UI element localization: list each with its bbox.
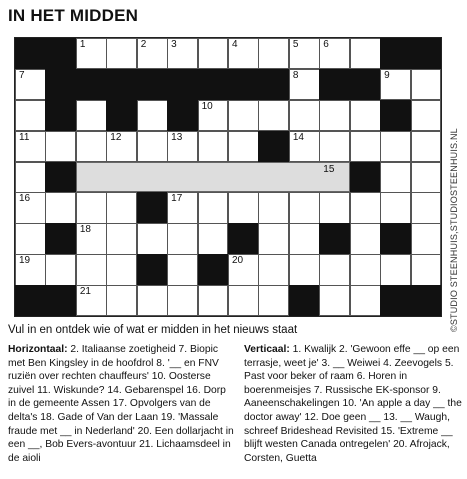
horizontal-clues <box>8 343 234 465</box>
black-square <box>198 69 229 100</box>
black-square <box>106 100 137 131</box>
black-square <box>228 223 259 254</box>
grid-cell[interactable] <box>380 131 411 162</box>
grid-cell[interactable] <box>289 38 320 69</box>
grid-cell[interactable] <box>106 38 137 69</box>
grid-cell[interactable] <box>45 192 76 223</box>
grid-cell[interactable] <box>198 285 229 316</box>
black-square <box>319 69 350 100</box>
grid-cell[interactable] <box>258 38 289 69</box>
cell-number: 17 <box>171 193 183 205</box>
grid-cell[interactable] <box>15 100 46 131</box>
grid-cell[interactable] <box>319 192 350 223</box>
black-square <box>45 69 76 100</box>
black-square <box>289 285 320 316</box>
cell-number: 16 <box>19 193 31 205</box>
grid-cell[interactable] <box>228 100 259 131</box>
grid-cell[interactable] <box>137 223 168 254</box>
grid-cell[interactable] <box>167 192 198 223</box>
grid-cell[interactable] <box>15 254 46 285</box>
black-square <box>106 69 137 100</box>
cell-number: 10 <box>201 100 213 112</box>
cell-number: 7 <box>19 69 25 81</box>
grid-cell[interactable] <box>258 223 289 254</box>
grid-cell[interactable] <box>167 131 198 162</box>
grid-cell[interactable] <box>76 100 107 131</box>
grid-cell[interactable] <box>15 192 46 223</box>
horizontal-heading: Horizontaal: <box>8 344 68 355</box>
cell-number: 20 <box>232 255 244 267</box>
black-square <box>319 223 350 254</box>
grid-cell[interactable] <box>228 131 259 162</box>
black-square <box>350 69 381 100</box>
black-square <box>167 69 198 100</box>
black-square <box>198 254 229 285</box>
horizontal-clue-text: 2. Italiaanse zoetigheid 7. Biopic met Ben Kingsley in de hoofdrol 8. '__ en FNV ruziën over rechten chauffeurs' 10. Oosterse zuivel 11. Wiskunde? 14. Gebarenspel 16. Dorp in de gemeente Assen 17. Opvolgers van de delta's 18. Gade of Van der Laan 19. 'Massale fraude met __ in Nederland' 20. Een dollarjacht in een __, Bob Evers-avontuur 21. Lichaamsdeel in de aioli <box>8 344 234 464</box>
grid-cell[interactable] <box>76 254 107 285</box>
black-square <box>137 192 168 223</box>
grid-cell[interactable] <box>258 192 289 223</box>
puzzle-title: IN HET MIDDEN <box>8 6 139 25</box>
grid-cell[interactable] <box>350 254 381 285</box>
grid-cell[interactable] <box>289 131 320 162</box>
middle-answer-band[interactable] <box>76 162 350 193</box>
grid-cell[interactable] <box>228 254 259 285</box>
grid-cell[interactable] <box>350 285 381 316</box>
vertical-heading: Verticaal: <box>244 344 290 355</box>
grid-cell[interactable] <box>15 162 46 193</box>
cell-number: 5 <box>292 39 299 50</box>
grid-cell[interactable] <box>380 162 411 193</box>
grid-cell[interactable] <box>137 131 168 162</box>
grid-cell[interactable] <box>350 100 381 131</box>
cell-number: 2 <box>140 39 147 50</box>
grid-cell[interactable] <box>319 285 350 316</box>
grid-cell[interactable] <box>380 69 411 100</box>
grid-cell[interactable] <box>45 131 76 162</box>
grid-cell[interactable] <box>319 131 350 162</box>
grid-cell[interactable] <box>45 254 76 285</box>
grid-cell[interactable] <box>76 192 107 223</box>
grid-cell[interactable] <box>411 69 442 100</box>
cell-number: 21 <box>79 286 91 298</box>
black-square <box>15 285 46 316</box>
grid-cell[interactable] <box>289 192 320 223</box>
grid-cell[interactable] <box>411 192 442 223</box>
grid-cell[interactable] <box>258 285 289 316</box>
grid-cell[interactable] <box>167 254 198 285</box>
black-square <box>350 162 381 193</box>
grid-cell[interactable] <box>15 223 46 254</box>
black-square <box>380 100 411 131</box>
cell-number: 18 <box>79 224 91 236</box>
black-square <box>380 223 411 254</box>
grid-cell[interactable] <box>167 38 198 69</box>
cell-number: 6 <box>323 39 329 50</box>
grid-cell[interactable] <box>289 69 320 100</box>
grid-cell[interactable] <box>15 69 46 100</box>
grid-cell[interactable] <box>319 254 350 285</box>
grid-cell[interactable] <box>350 192 381 223</box>
grid-cell[interactable] <box>137 38 168 69</box>
grid-cell[interactable] <box>411 162 442 193</box>
crossword-grid <box>14 37 442 317</box>
instruction-text: Vul in en ontdek wie of wat er midden in het nieuws staat <box>8 324 298 336</box>
cell-number: 11 <box>19 131 30 143</box>
grid-cell[interactable] <box>258 100 289 131</box>
grid-cell[interactable] <box>411 254 442 285</box>
grid-cell[interactable] <box>289 100 320 131</box>
cell-number: 12 <box>110 131 122 143</box>
grid-cell[interactable] <box>411 131 442 162</box>
grid-cell[interactable] <box>198 100 229 131</box>
vertical-clues <box>244 343 462 465</box>
black-square <box>45 285 76 316</box>
grid-cell[interactable] <box>228 285 259 316</box>
grid-cell[interactable] <box>198 131 229 162</box>
black-square <box>167 100 198 131</box>
grid-cell[interactable] <box>350 131 381 162</box>
cell-number: 13 <box>171 131 183 143</box>
black-square <box>411 285 442 316</box>
black-square <box>137 254 168 285</box>
band-number: 15 <box>323 163 335 175</box>
grid-cell[interactable] <box>76 223 107 254</box>
grid-cell[interactable] <box>289 254 320 285</box>
cell-number: 1 <box>79 39 86 50</box>
grid-cell[interactable] <box>258 254 289 285</box>
grid-cell[interactable] <box>106 254 137 285</box>
cell-number: 4 <box>232 39 238 50</box>
black-square <box>137 69 168 100</box>
cell-number: 14 <box>292 131 304 143</box>
black-square <box>258 131 289 162</box>
grid-cell[interactable] <box>106 192 137 223</box>
grid-cell[interactable] <box>76 38 107 69</box>
black-square <box>380 285 411 316</box>
grid-cell[interactable] <box>106 131 137 162</box>
grid-cell[interactable] <box>198 192 229 223</box>
grid-cell[interactable] <box>319 38 350 69</box>
grid-cell[interactable] <box>15 131 46 162</box>
black-square <box>45 223 76 254</box>
black-square <box>45 162 76 193</box>
cell-number: 19 <box>19 255 31 267</box>
grid-cell[interactable] <box>137 285 168 316</box>
grid-cell[interactable] <box>289 223 320 254</box>
grid-cell[interactable] <box>198 223 229 254</box>
cell-number: 9 <box>384 69 390 81</box>
black-square <box>411 38 442 69</box>
grid-cell[interactable] <box>137 100 168 131</box>
black-square <box>228 69 259 100</box>
grid-cell[interactable] <box>411 100 442 131</box>
vertical-clue-text: 1. Kwalijk 2. 'Gewoon effe __ op een terrasje, weet je' 3. __ Weiwei 4. Zeevogels 5. Past voor beker of raam 6. Horen in boerenmeisjes 7. Russische EK-sponsor 9. Aaneenschakelingen 10. 'An apple a day __ the doctor away' 12. Doe geen __ 13. __ Waugh, schreef Brideshead Revisited 15. 'Extreme __ blijft westen Canada ontregelen' 20. Afrojack, Corsten, Guetta <box>244 344 462 464</box>
grid-cell[interactable] <box>167 285 198 316</box>
grid-cell[interactable] <box>167 223 198 254</box>
grid-cell[interactable] <box>380 192 411 223</box>
cell-number: 8 <box>292 69 299 81</box>
cell-number: 3 <box>171 39 177 50</box>
black-square <box>380 38 411 69</box>
grid-cell[interactable] <box>319 100 350 131</box>
grid-cell[interactable] <box>380 254 411 285</box>
grid-cell[interactable] <box>350 38 381 69</box>
grid-cell[interactable] <box>228 38 259 69</box>
black-square <box>45 38 76 69</box>
grid-cell[interactable] <box>106 223 137 254</box>
grid-cell[interactable] <box>76 285 107 316</box>
black-square <box>76 69 107 100</box>
black-square <box>45 100 76 131</box>
grid-cell[interactable] <box>76 131 107 162</box>
grid-cell[interactable] <box>228 192 259 223</box>
grid-cell[interactable] <box>411 223 442 254</box>
grid-cell[interactable] <box>198 38 229 69</box>
grid-cell[interactable] <box>350 223 381 254</box>
black-square <box>15 38 46 69</box>
grid-cell[interactable] <box>106 285 137 316</box>
black-square <box>258 69 289 100</box>
